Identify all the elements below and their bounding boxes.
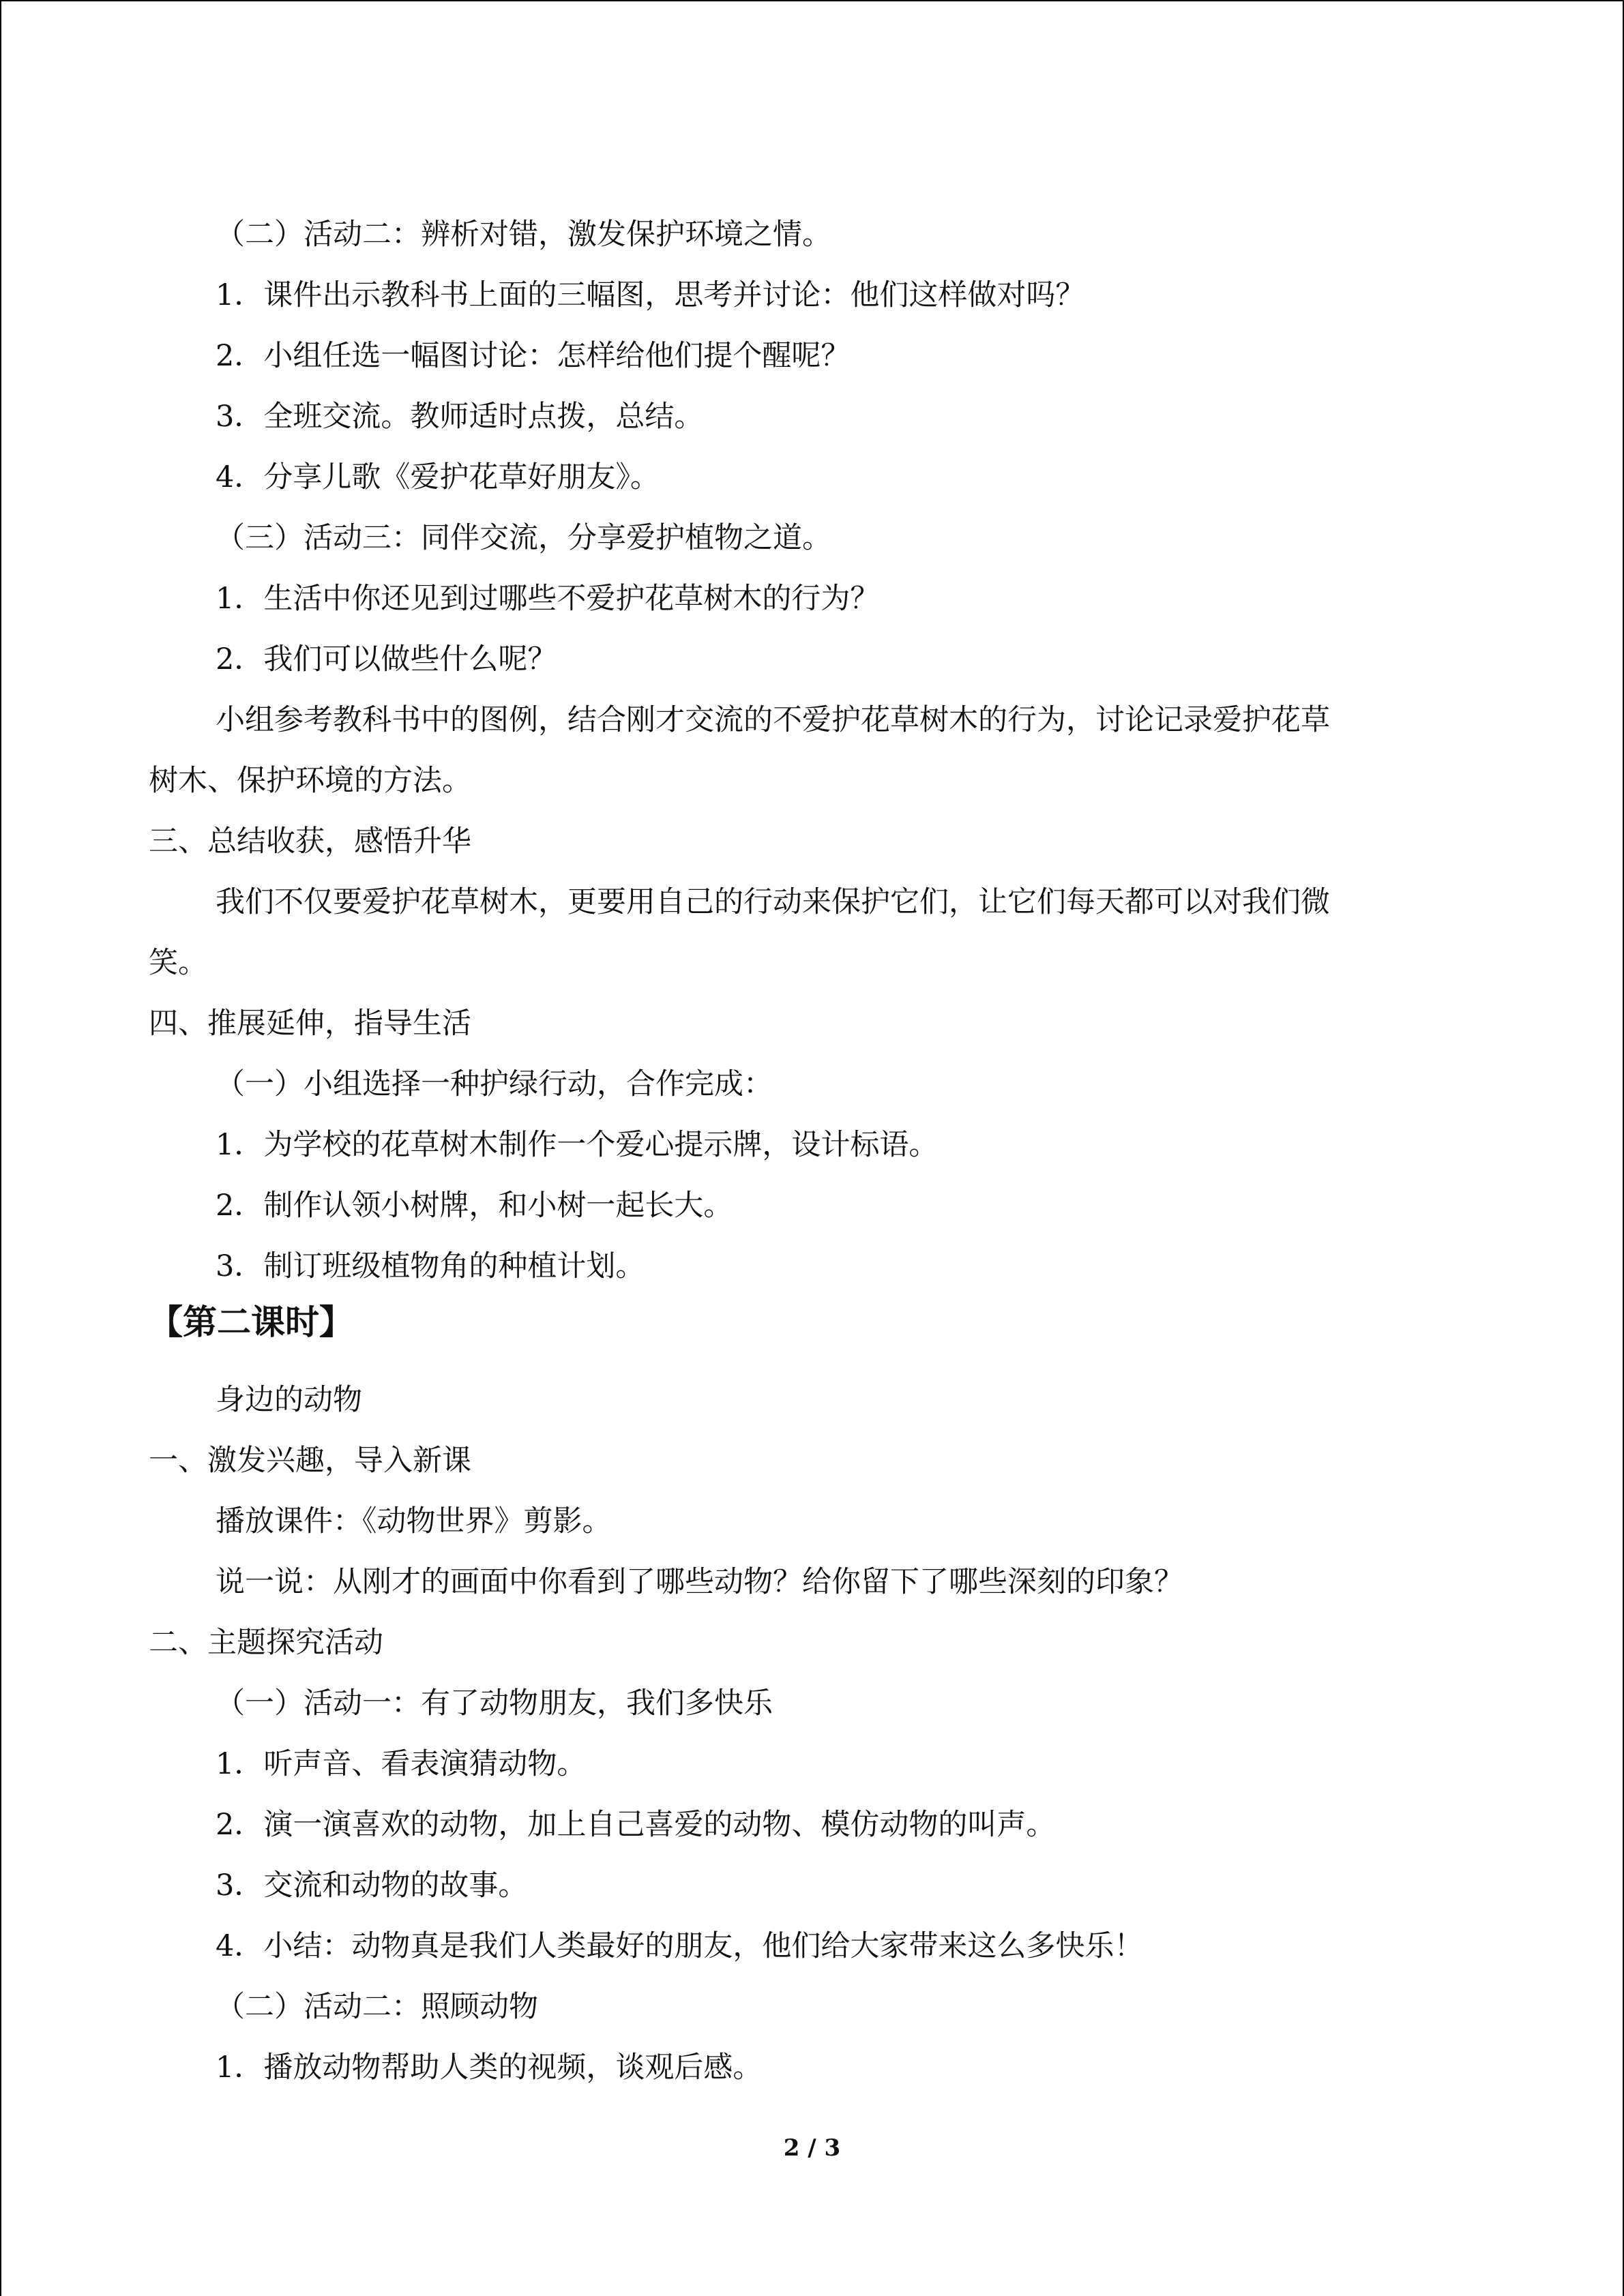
activity-heading: （一）活动一：有了动物朋友，我们多快乐 <box>216 1686 773 1720</box>
activity-heading: （二）活动二：照顾动物 <box>216 1990 538 2024</box>
activity-heading: （一）小组选择一种护绿行动，合作完成： <box>216 1067 773 1101</box>
paragraph-line: 播放课件：《动物世界》剪影。 <box>216 1504 612 1538</box>
list-item: 2．我们可以做些什么呢？ <box>216 642 557 676</box>
lesson-title: 【第二课时】 <box>149 1302 353 1342</box>
lesson-topic: 身边的动物 <box>216 1383 362 1417</box>
list-item: 1．课件出示教科书上面的三幅图，思考并讨论：他们这样做对吗？ <box>216 278 1085 312</box>
list-item: 2．小组任选一幅图讨论：怎样给他们提个醒呢？ <box>216 339 851 373</box>
section-heading: 二、主题探究活动 <box>149 1626 383 1660</box>
section-heading: 一、激发兴趣，导入新课 <box>149 1444 471 1478</box>
list-item: 4．分享儿歌《爱护花草好朋友》。 <box>216 460 660 494</box>
activity-3-heading: （三）活动三：同伴交流，分享爱护植物之道。 <box>216 521 831 555</box>
list-item: 4．小结：动物真是我们人类最好的朋友，他们给大家带来这么多快乐！ <box>216 1929 1144 1963</box>
list-item: 2．制作认领小树牌，和小树一起长大。 <box>216 1189 733 1223</box>
paragraph-line: 我们不仅要爱护花草树木，更要用自己的行动来保护它们，让它们每天都可以对我们微 <box>216 885 1330 919</box>
list-item: 3．交流和动物的故事。 <box>216 1868 528 1903</box>
section-heading: 四、推展延伸，指导生活 <box>149 1007 471 1041</box>
paragraph-line: 树木、保护环境的方法。 <box>149 764 471 798</box>
list-item: 3．制订班级植物角的种植计划。 <box>216 1249 645 1283</box>
page-number: 2 / 3 <box>783 2134 841 2162</box>
list-item: 2．演一演喜欢的动物，加上自己喜爱的动物、模仿动物的叫声。 <box>216 1808 1056 1842</box>
activity-2-heading: （二）活动二：辨析对错，激发保护环境之情。 <box>216 218 831 252</box>
paragraph-line: 说一说：从刚才的画面中你看到了哪些动物？给你留下了哪些深刻的印象？ <box>216 1565 1183 1599</box>
section-heading: 三、总结收获，感悟升华 <box>149 824 471 859</box>
list-item: 1．听声音、看表演猜动物。 <box>216 1747 587 1781</box>
list-item: 3．全班交流。教师适时点拨，总结。 <box>216 400 704 434</box>
list-item: 1．生活中你还见到过哪些不爱护花草树木的行为？ <box>216 582 880 616</box>
list-item: 1．为学校的花草树木制作一个爱心提示牌，设计标语。 <box>216 1128 939 1162</box>
paragraph-line: 小组参考教科书中的图例，结合刚才交流的不爱护花草树木的行为，讨论记录爱护花草 <box>216 703 1330 737</box>
list-item: 1．播放动物帮助人类的视频，谈观后感。 <box>216 2051 763 2085</box>
paragraph-line: 笑。 <box>149 946 207 980</box>
